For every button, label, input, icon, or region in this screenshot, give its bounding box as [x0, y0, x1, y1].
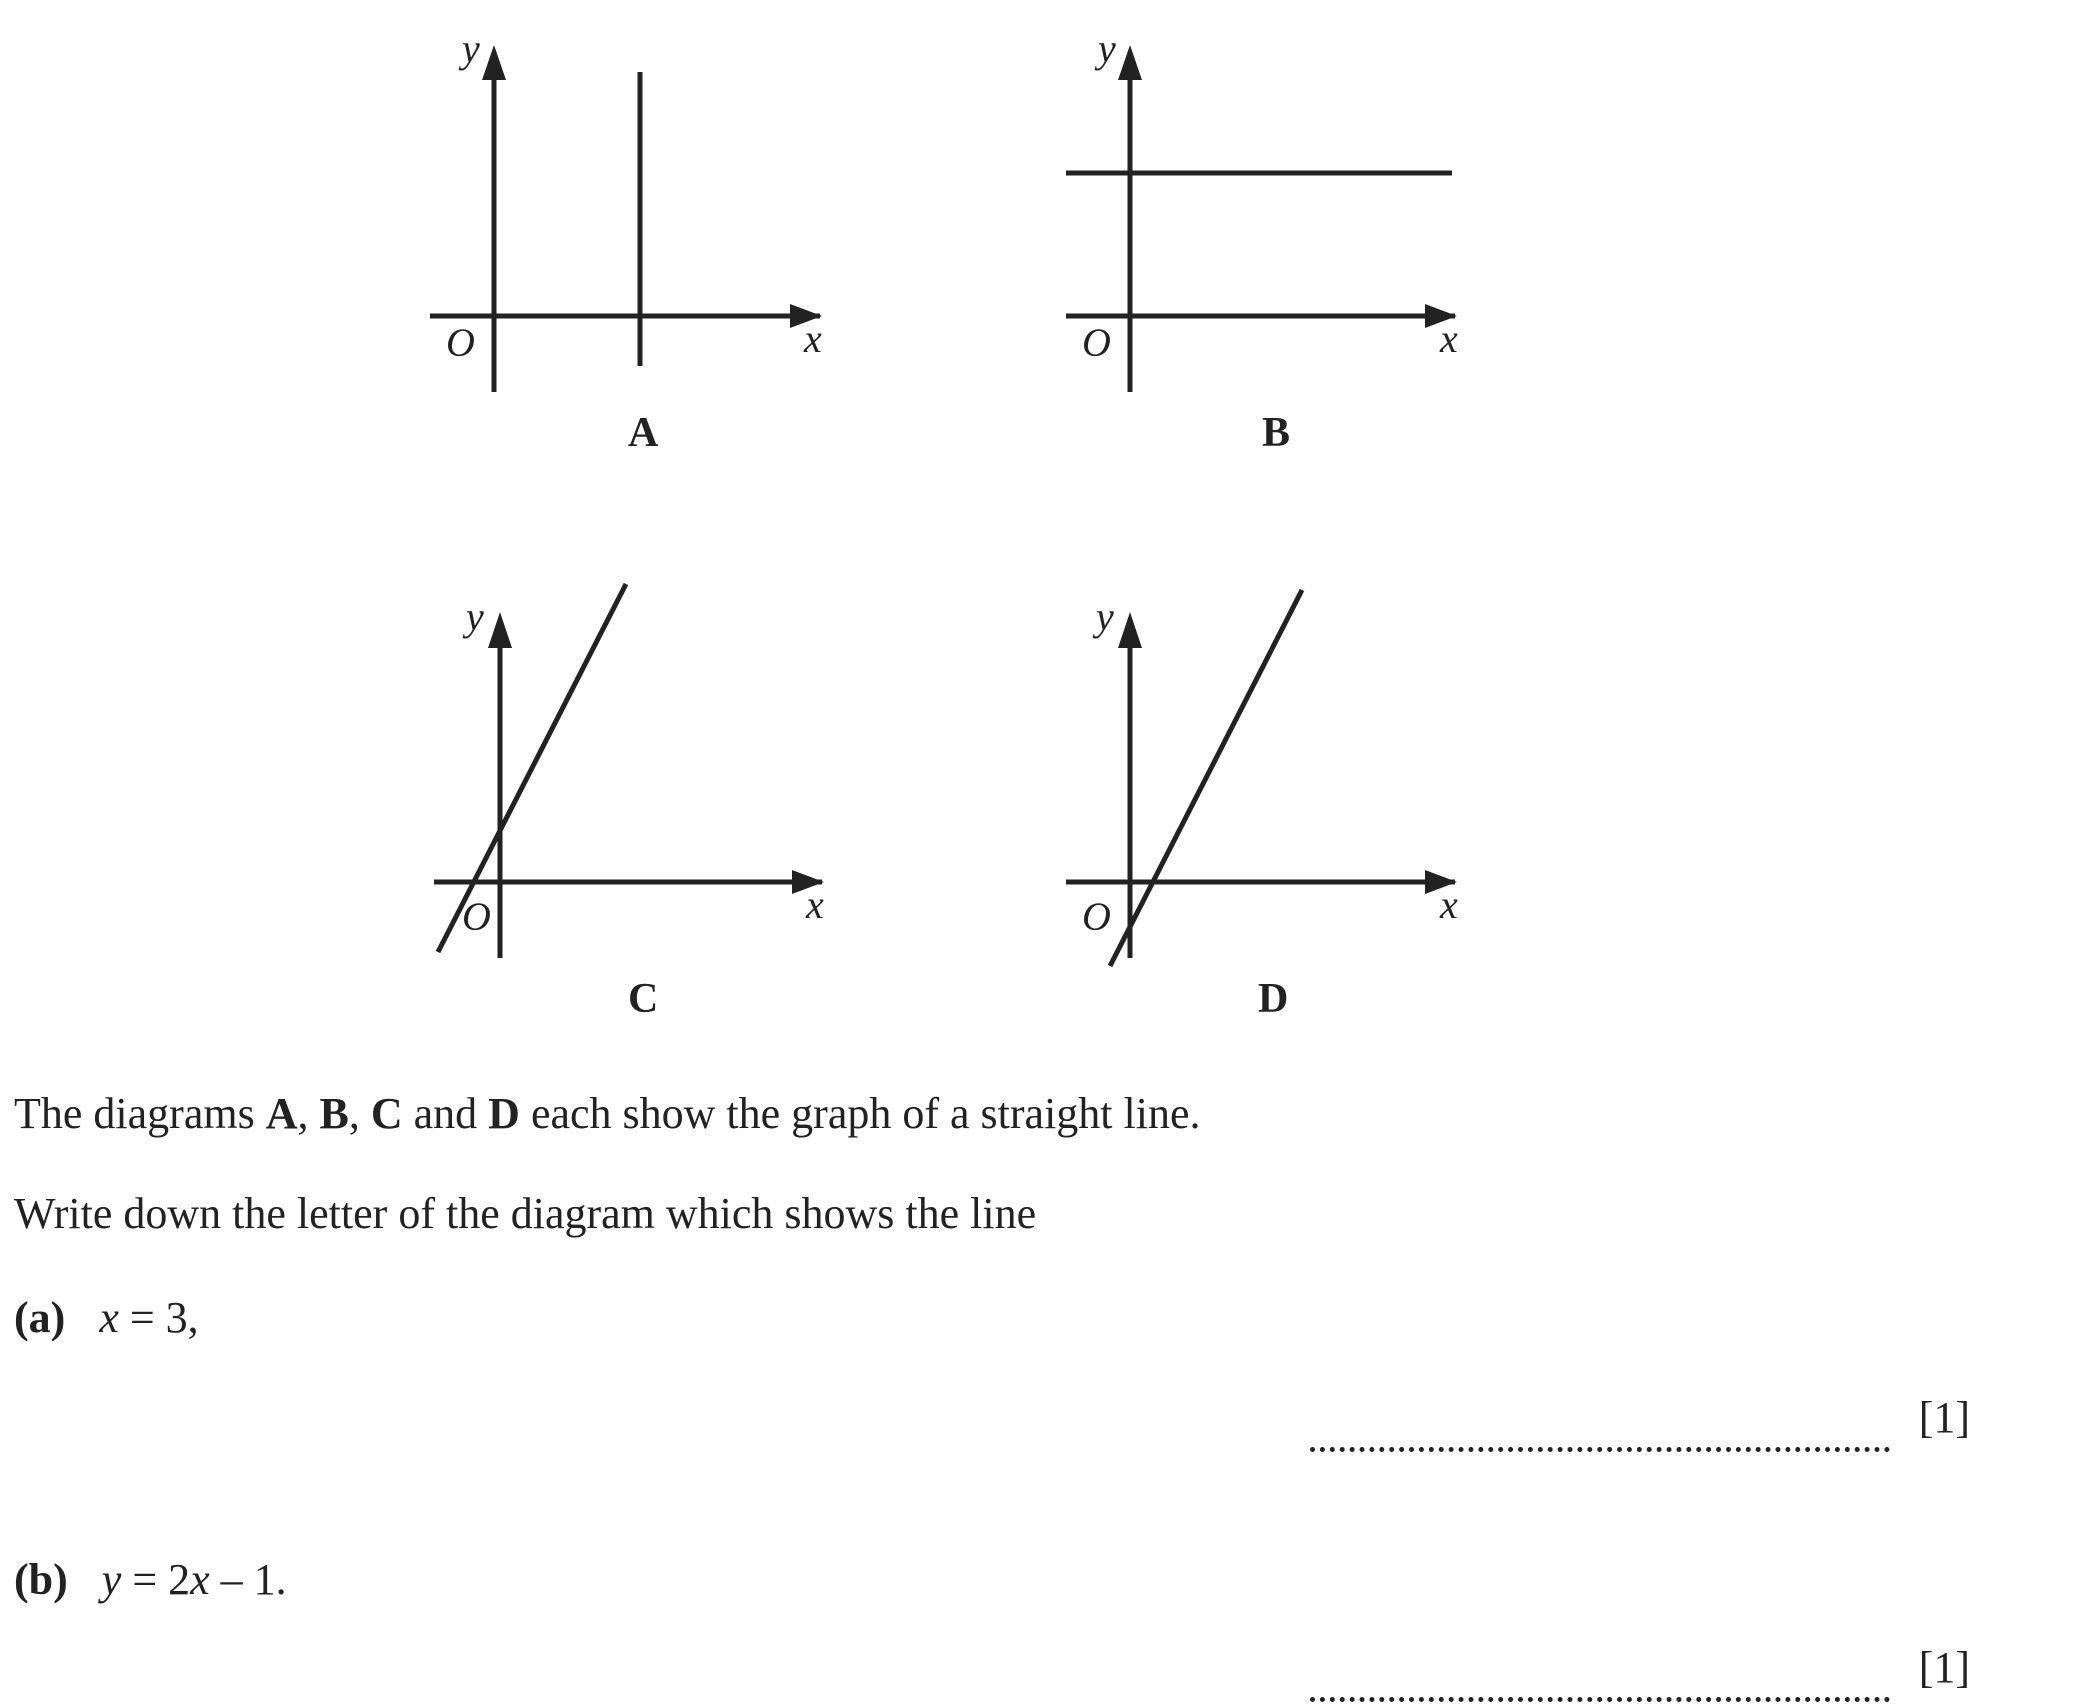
- part-a: [14, 1293, 199, 1342]
- origin-label-a: O: [446, 320, 475, 365]
- mark-a: [1]: [1918, 1393, 1970, 1442]
- mark-b: [1]: [1918, 1643, 1970, 1692]
- question-intro: The diagrams A, B, C and D each show the graph of a straight line.: [14, 1089, 1201, 1138]
- y-axis-arrowhead: [482, 45, 506, 80]
- part-b-var: y: [101, 1555, 122, 1604]
- part-a-var: x: [99, 1293, 119, 1342]
- origin-label-c: O: [462, 894, 491, 939]
- y-axis-arrowhead: [1118, 612, 1142, 648]
- question-instruction: Write down the letter of the diagram which shows the line: [14, 1189, 1037, 1238]
- x-axis-label-c: x: [806, 882, 824, 927]
- origin-label-d: O: [1082, 894, 1111, 939]
- x-axis-label-a: x: [804, 316, 822, 361]
- part-a-label: (a): [14, 1293, 66, 1342]
- letter-a-bold: A: [265, 1089, 298, 1138]
- y-axis-arrowhead: [488, 612, 512, 648]
- x-axis-label-d: x: [1440, 882, 1458, 927]
- x-axis-label-b: x: [1440, 316, 1458, 361]
- answer-b[interactable]: [1310, 1642, 1970, 1702]
- y-axis-label-b: y: [1098, 26, 1116, 71]
- letter-b-bold: B: [319, 1089, 349, 1138]
- diagram-b: [1066, 45, 1457, 392]
- diagram-d: [1066, 590, 1457, 966]
- y-axis-arrowhead: [1118, 45, 1142, 80]
- part-b: (b) y = 2x – 1.: [14, 1555, 287, 1604]
- diagram-letter-b: B: [1262, 410, 1291, 456]
- letter-d-bold: D: [488, 1089, 520, 1138]
- diagram-c: [434, 584, 824, 958]
- diagram-letter-a: A: [628, 410, 659, 456]
- y-axis-label-c: y: [466, 594, 484, 639]
- y-axis-label-a: y: [462, 26, 480, 71]
- answer-a[interactable]: [1310, 1392, 1970, 1452]
- answer-line-b[interactable]: [1310, 1697, 1890, 1702]
- part-a-equation: = 3,: [118, 1293, 199, 1342]
- diagram-letter-c: C: [628, 976, 659, 1022]
- diagram-a: [430, 45, 822, 392]
- answer-line-a[interactable]: [1310, 1447, 1890, 1452]
- y-axis-label-d: y: [1096, 594, 1114, 639]
- part-b-label: (b): [14, 1555, 68, 1604]
- letter-c-bold: C: [370, 1089, 403, 1138]
- origin-label-b: O: [1082, 320, 1111, 365]
- diagram-letter-d: D: [1258, 976, 1289, 1022]
